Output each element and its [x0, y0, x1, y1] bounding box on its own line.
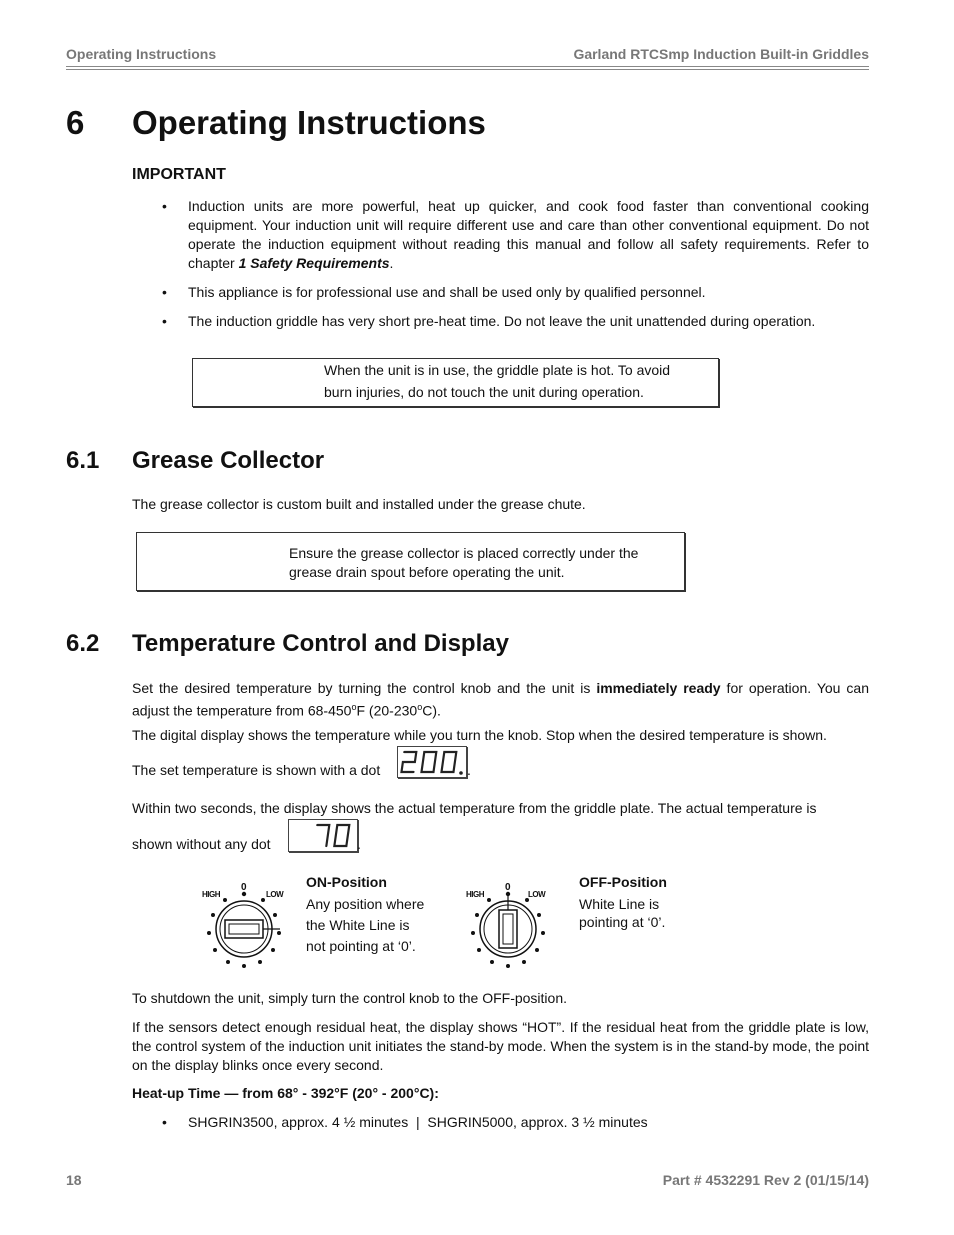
important-list-2 — [132, 283, 869, 302]
knob-on-diagram — [200, 878, 292, 970]
part-number: Part # 4532291 Rev 2 (01/15/14) — [662, 1172, 869, 1188]
knob-off-diagram — [464, 878, 556, 970]
notice-line-1: Ensure the grease collector is placed correctly under the — [289, 545, 639, 561]
heatup-heading: Heat-up Time — from 68° - 392°F (20° - 200°C): — [132, 1085, 439, 1101]
display-set-temperature — [397, 746, 467, 778]
seven-segment-70-icon — [289, 820, 357, 851]
heatup-list — [132, 1113, 869, 1132]
page-number: 18 — [66, 1172, 82, 1188]
bullet-text: This appliance is for professional use and shall be used only by qualified personnel. — [188, 284, 706, 300]
section-heading-6-2 — [66, 630, 509, 658]
header-rule-top — [66, 66, 869, 67]
grease-collector-text: The grease collector is custom built and installed under the grease chute. — [132, 496, 586, 512]
list-item — [132, 1113, 869, 1132]
set-temp-caption: The set temperature is shown with a dot — [132, 762, 381, 778]
paragraph-residual-heat: If the sensors detect enough residual heat, the display shows “HOT”. If the residual heat from the griddle plate is low, the control system of the induction unit initiates the stand-by mode. When the system is in the stand-by mode, the point on the display blinks once every second. — [132, 1019, 869, 1073]
on-position-desc-3: not pointing at ‘0’. — [306, 938, 416, 954]
seven-segment-200-icon — [398, 747, 466, 777]
running-header-right: Garland RTCSmp Induction Built-in Griddles — [573, 46, 869, 62]
header-rule-bottom — [66, 69, 869, 70]
on-position-desc-2: the White Line is — [306, 917, 410, 933]
chapter-title — [66, 104, 486, 142]
warning-line-2: burn injuries, do not touch the unit during operation. — [324, 384, 644, 400]
bullet-text: The induction griddle has very short pre-heat time. Do not leave the unit unattended during operation. — [188, 313, 816, 329]
running-header-left: Operating Instructions — [66, 46, 217, 62]
section-number: 6.1 — [66, 447, 100, 474]
chapter-number: 6 — [66, 104, 85, 141]
list-item — [132, 283, 869, 302]
paragraph-shutdown: To shutdown the unit, simply turn the control knob to the OFF-position. — [132, 990, 567, 1006]
knob-off-high-label: HIGH — [466, 890, 484, 899]
paragraph-set-temperature: Set the desired temperature by turning the control knob and the unit is immediately ready for operation. You can adjust the temperature from 68-450$^o$F (20-230$^o$C). — [132, 680, 869, 719]
section-title: Grease Collector — [132, 447, 325, 474]
bullet-text: Induction units are more powerful, heat up quicker, and cook food faster than conventional cooking equipment. Your induction unit will require different use and care than other conventional equipment. Do not operate the induction equipment without reading this manual and follow all safety requirements. Refer to chapter — [188, 198, 869, 271]
off-position-desc-2: pointing at ‘0’. — [579, 914, 666, 930]
knob-on-high-label: HIGH — [202, 890, 220, 899]
chapter-title-text: Operating Instructions — [132, 104, 486, 141]
knob-on-zero-label: 0 — [241, 882, 247, 893]
display-actual-temperature — [288, 819, 358, 852]
notice-line-2: grease drain spout before operating the unit. — [289, 564, 565, 580]
bullet-icon: • — [162, 313, 167, 329]
heatup-item-text: SHGRIN3500, approx. 4 ½ minutes | SHGRIN5000, approx. 3 ½ minutes — [188, 1114, 648, 1130]
section-heading-6-1 — [66, 447, 324, 475]
emphasis-ready: immediately ready — [596, 680, 721, 696]
section-number: 6.2 — [66, 630, 100, 657]
chapter-reference: 1 Safety Requirements — [238, 255, 390, 271]
on-position-desc-1: Any position where — [306, 896, 425, 912]
section-title: Temperature Control and Display — [132, 630, 509, 657]
knob-off-zero-label: 0 — [505, 882, 511, 893]
notice-box — [136, 532, 685, 591]
knob-on-low-label: LOW — [266, 890, 284, 899]
bullet-icon: • — [162, 1114, 167, 1130]
knob-off-low-label: LOW — [528, 890, 546, 899]
off-position-title: OFF-Position — [579, 874, 667, 890]
paragraph-actual-temperature: Within two seconds, the display shows the actual temperature from the griddle plate. The actual temperature is — [132, 800, 817, 816]
important-heading: IMPORTANT — [132, 166, 226, 183]
list-item: • Induction units are more powerful, heat up quicker, and cook food faster than conventional cooking equipment. Your induction unit will require different use and care than other conventional equipment. Do not operate the induction equipment without reading this manual and follow all safety requirements. Refer to chapter 1 Safety Requirements. — [162, 198, 869, 271]
warning-box — [192, 358, 719, 407]
on-position-title: ON-Position — [306, 874, 387, 890]
warning-line-1: When the unit is in use, the griddle plate is hot. To avoid — [324, 362, 671, 378]
bullet-icon: • — [162, 198, 167, 214]
paragraph-digital-display: The digital display shows the temperature while you turn the knob. Stop when the desired temperature is shown. — [132, 727, 827, 743]
actual-temp-caption: shown without any dot — [132, 836, 271, 852]
off-position-desc-1: White Line is — [579, 896, 660, 912]
bullet-icon: • — [162, 284, 167, 300]
important-list-3 — [132, 312, 869, 331]
list-item — [132, 312, 869, 331]
important-list — [132, 197, 869, 273]
